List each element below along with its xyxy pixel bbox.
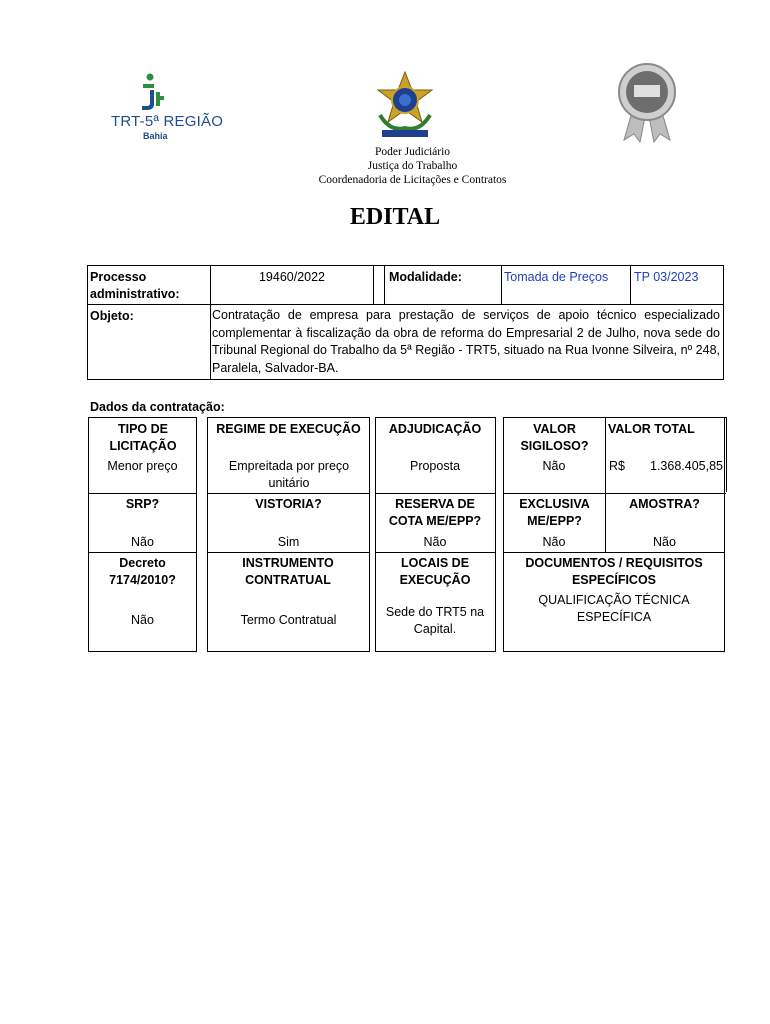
- header-lines: [250, 145, 575, 187]
- exclusiva-value: Não: [542, 535, 566, 549]
- adjudicacao-label: ADJUDICAÇÃO: [388, 422, 482, 436]
- valor-sigiloso-value: Não: [542, 459, 566, 473]
- adjudicacao-value: Proposta: [409, 459, 461, 473]
- vistoria-label: VISTORIA?: [255, 497, 322, 511]
- decreto-label: Decreto 7174/2010?: [109, 556, 176, 587]
- quality-seal-icon: [612, 62, 682, 144]
- page-title: EDITAL: [349, 204, 441, 230]
- reserva-value: Não: [423, 535, 447, 549]
- processo-label: Processo administrativo:: [90, 270, 180, 301]
- modalidade-label: Modalidade:: [389, 270, 462, 284]
- header-line-3: Coordenadoria de Licitações e Contratos: [318, 174, 507, 186]
- locais-value: Sede do TRT5 na Capital.: [385, 605, 485, 636]
- exclusiva-label: EXCLUSIVA ME/EPP?: [519, 497, 590, 528]
- valor-sigiloso-label: VALOR SIGILOSO?: [520, 422, 589, 453]
- processo-value: 19460/2022: [258, 270, 326, 284]
- header-line-2: Justiça do Trabalho: [367, 160, 458, 172]
- objeto-value: Contratação de empresa para prestação de serviços de apoio técnico especializado complementar à fiscalização da obra de reforma do Empresarial 2 de Julho, nova sede do Tribunal Regional do Trabalho da 5ª Região - TRT5, situado na Rua Ivonne Silveira, nº 248, Paralela, Salvador-BA.: [212, 308, 720, 375]
- amostra-value: Não: [653, 535, 676, 549]
- valor-total-currency: R$: [609, 459, 625, 473]
- documentos-value: QUALIFICAÇÃO TÉCNICA ESPECÍFICA: [538, 593, 690, 624]
- tp-value: TP 03/2023: [634, 270, 699, 284]
- regime-value: Empreitada por preço unitário: [228, 459, 350, 490]
- logo-text: TRT-5ª REGIÃO: [111, 113, 224, 130]
- srp-value: Não: [131, 535, 154, 549]
- logo-subtext: Bahia: [143, 131, 168, 141]
- documentos-label: DOCUMENTOS / REQUISITOS ESPECÍFICOS: [525, 556, 703, 587]
- locais-label: LOCAIS DE EXECUÇÃO: [399, 556, 471, 587]
- header-line-1: Poder Judiciário: [374, 146, 451, 158]
- reserva-label: RESERVA DE COTA ME/EPP?: [388, 497, 482, 528]
- tipo-licitacao-value: Menor preço: [107, 459, 178, 473]
- dados-title: Dados da contratação:: [90, 400, 225, 414]
- regime-label: REGIME DE EXECUÇÃO: [216, 422, 361, 436]
- coat-of-arms-icon: [370, 70, 440, 145]
- instrumento-label: INSTRUMENTO CONTRATUAL: [242, 556, 334, 587]
- valor-total-value: 1.368.405,85: [650, 459, 723, 473]
- decreto-value: Não: [131, 613, 154, 627]
- objeto-label: Objeto:: [90, 309, 134, 323]
- modalidade-value: Tomada de Preços: [504, 270, 609, 284]
- amostra-label: AMOSTRA?: [629, 497, 700, 511]
- instrumento-value: Termo Contratual: [240, 613, 337, 627]
- tipo-licitacao-label: TIPO DE LICITAÇÃO: [109, 422, 177, 453]
- valor-total-label: VALOR TOTAL: [608, 422, 695, 436]
- vistoria-value: Sim: [277, 535, 300, 549]
- srp-label: SRP?: [125, 497, 160, 511]
